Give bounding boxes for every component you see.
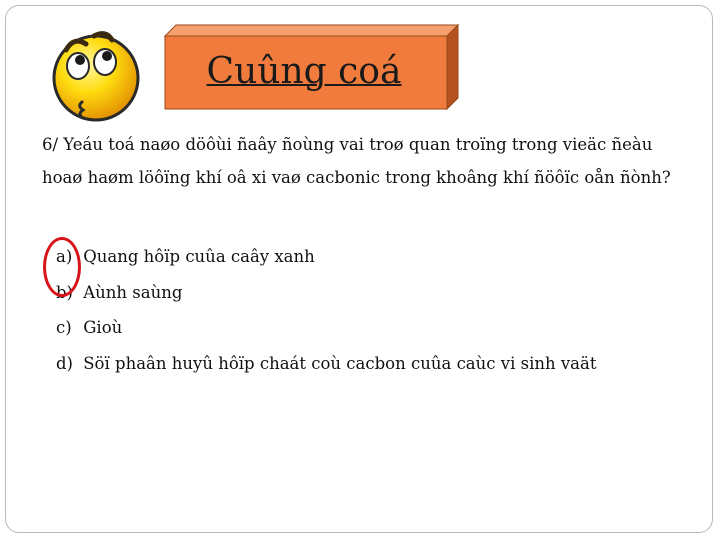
- option-text: Gioù: [83, 318, 123, 337]
- option-letter: c): [56, 318, 72, 337]
- option-text: Quang hôïp cuûa caây xanh: [83, 247, 315, 266]
- option-letter: d): [56, 353, 73, 373]
- option-a[interactable]: [56, 239, 676, 275]
- option-b[interactable]: [56, 275, 676, 311]
- option-c[interactable]: [56, 310, 676, 346]
- answer-options: [56, 239, 676, 381]
- option-text: Aùnh saùng: [83, 282, 183, 302]
- option-letter: a): [56, 247, 73, 266]
- option-d[interactable]: [56, 346, 676, 382]
- option-letter: b): [56, 282, 73, 302]
- slide-title: Cuûng coá: [206, 50, 402, 92]
- option-text: Söï phaân huyû hôïp chaát coù cacbon cuûa caùc vi sinh vaät: [83, 353, 597, 373]
- answer-selection-circle: [43, 237, 81, 297]
- question-text: 6/ Yeáu toá naøo döôùi ñaây ñoùng vai troø quan troïng trong vieäc ñeàu hoaø haøm löôïng khí oâ xi vaø cacbonic trong khoâng khí ñöôïc oån ñònh?: [42, 135, 671, 187]
- thinking-smiley-icon: [50, 18, 150, 128]
